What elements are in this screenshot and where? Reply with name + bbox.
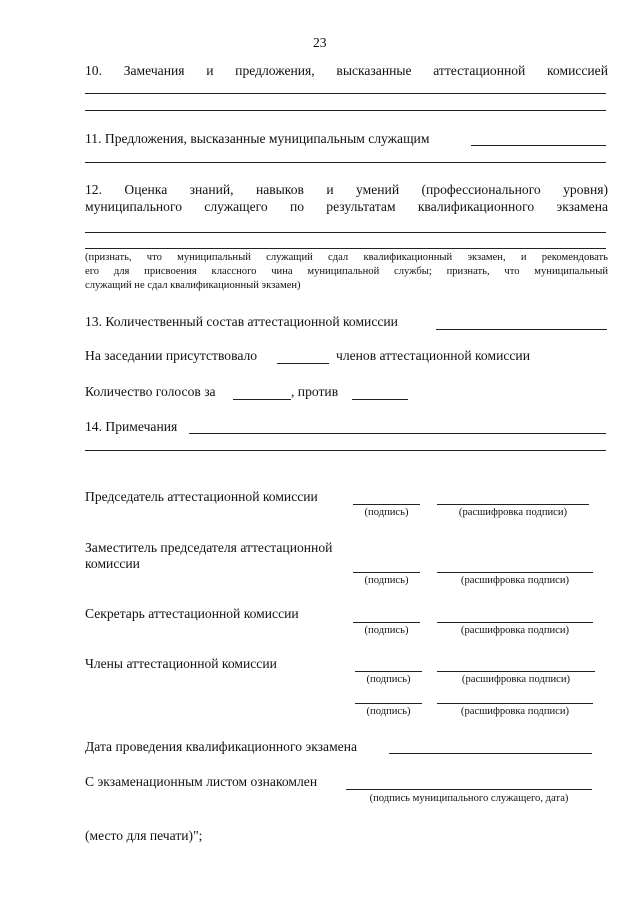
item-12-line-a [85,232,606,233]
chairman-decoding-caption: (расшифровка подписи) [458,507,568,518]
deputy-signature-line[interactable] [353,572,420,573]
present-prefix: На заседании присутствовало [85,348,258,363]
deputy-decoding-line[interactable] [437,572,593,573]
member-1-decoding-caption: (расшифровка подписи) [461,674,571,685]
item-12-line-b [85,248,606,249]
deputy-label-1: Заместитель председателя аттестационной [85,540,333,555]
item-11-field[interactable] [471,145,606,146]
secretary-decoding-caption: (расшифровка подписи) [460,625,570,636]
item-12-line-1: 12. Оценка знаний, навыков и умений (профессионального уровня) [85,182,608,197]
member-2-signature-line[interactable] [355,703,422,704]
item-14-field[interactable] [189,433,606,434]
votes-against-label: , против [291,384,339,399]
votes-against-field[interactable] [352,399,408,400]
secretary-signature-line[interactable] [353,622,420,623]
present-count-field[interactable] [277,363,329,364]
member-2-decoding-line[interactable] [437,703,593,704]
member-1-decoding-line[interactable] [437,671,595,672]
exam-date-field[interactable] [389,753,592,754]
votes-for-field[interactable] [233,399,291,400]
secretary-label: Секретарь аттестационной комиссии [85,606,299,621]
item-13-label: 13. Количественный состав аттестационной комиссии [85,314,398,329]
item-12-note-1: (признать, что муниципальный служащий сдал квалификационный экзамен, и рекомендовать [85,252,608,263]
deputy-signature-caption: (подпись) [364,575,409,586]
chairman-decoding-line[interactable] [437,504,589,505]
item-11-line-2 [85,162,606,163]
exam-date-label: Дата проведения квалификационного экзамена [85,739,358,754]
acquainted-label: С экзаменационным листом ознакомлен [85,774,318,789]
chairman-signature-line[interactable] [353,504,420,505]
members-label: Члены аттестационной комиссии [85,656,277,671]
stamp-place-label: (место для печати)"; [85,828,203,843]
member-2-signature-caption: (подпись) [366,706,411,717]
chairman-signature-caption: (подпись) [364,507,409,518]
item-14-line-2 [85,450,606,451]
member-1-signature-caption: (подпись) [366,674,411,685]
item-13-field[interactable] [436,329,607,330]
deputy-label-2: комиссии [85,556,140,571]
page-number: 23 [313,35,327,50]
chairman-label: Председатель аттестационной комиссии [85,489,318,504]
item-12-note-2: его для присвоения классного чина муниципальной службы; признать, что муниципальный [85,266,608,277]
acquainted-field[interactable] [346,789,592,790]
acquainted-caption: (подпись муниципального служащего, дата) [369,793,569,804]
item-12-note-3: служащий не сдал квалификационный экзамен) [85,280,301,291]
item-10-label: 10. Замечания и предложения, высказанные аттестационной комиссией [85,63,608,78]
item-10-line-2 [85,110,606,111]
present-suffix: членов аттестационной комиссии [336,348,530,363]
item-11-label: 11. Предложения, высказанные муниципальным служащим [85,131,430,146]
item-14-label: 14. Примечания [85,419,178,434]
item-12-line-2: муниципального служащего по результатам квалификационного экзамена [85,199,608,214]
secretary-decoding-line[interactable] [437,622,593,623]
member-2-decoding-caption: (расшифровка подписи) [460,706,570,717]
secretary-signature-caption: (подпись) [364,625,409,636]
item-10-line-1 [85,93,606,94]
votes-for-label: Количество голосов за [85,384,216,399]
deputy-decoding-caption: (расшифровка подписи) [460,575,570,586]
member-1-signature-line[interactable] [355,671,422,672]
